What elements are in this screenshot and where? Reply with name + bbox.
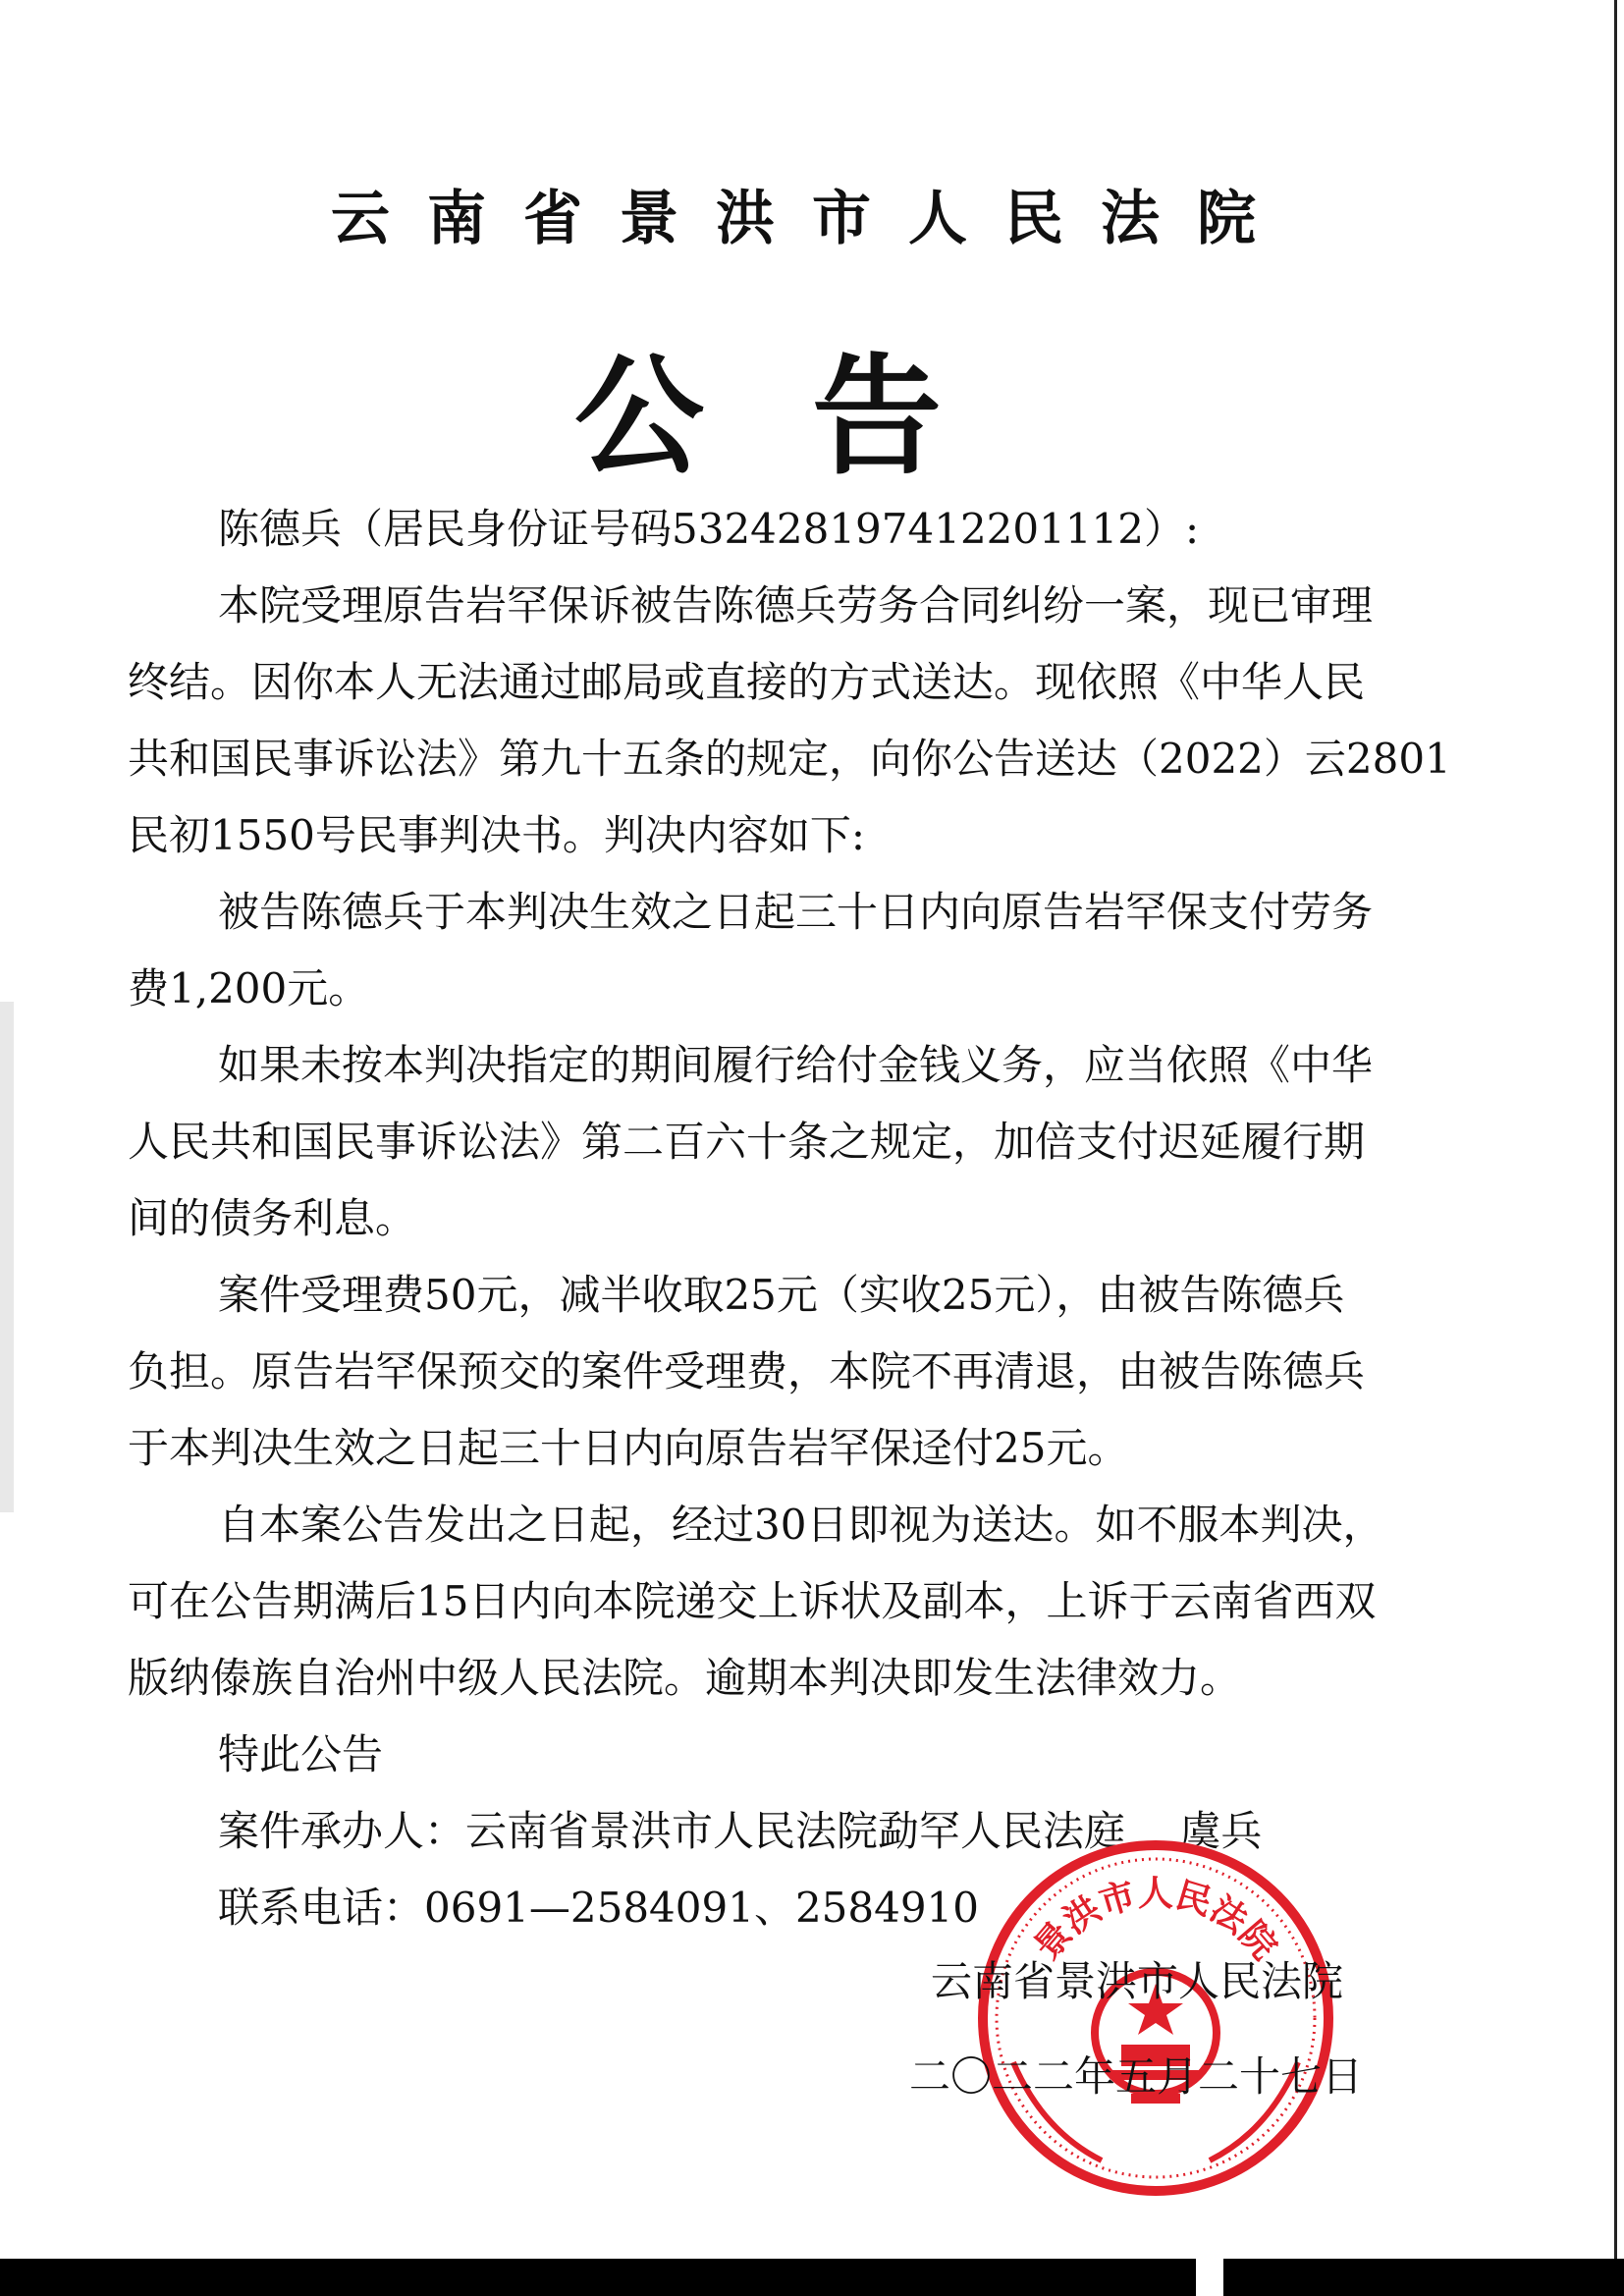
paragraph-line: 终结。因你本人无法通过邮局或直接的方式送达。现依照《中华人民 (128, 658, 1366, 706)
paragraph-line: 被告陈德兵于本判决生效之日起三十日内向原告岩罕保支付劳务 (218, 888, 1374, 936)
scan-bottom-border (0, 2259, 1624, 2296)
closing-line: 特此公告 (218, 1730, 384, 1778)
paragraph-line: 民初1550号民事判决书。判决内容如下: (128, 811, 866, 859)
paragraph-line: 自本案公告发出之日起，经过30日即视为送达。如不服本判决， (218, 1501, 1384, 1549)
signature-court: 云南省景洪市人民法院 (931, 1957, 1344, 2005)
scan-edge-shadow (0, 1002, 14, 1512)
paragraph-case-summary (128, 568, 1463, 874)
paragraph-line: 如果未按本判决指定的期间履行给付金钱义务，应当依照《中华 (218, 1041, 1374, 1089)
notice-body (128, 491, 1463, 1946)
paragraph-line: 案件受理费50元，减半收取25元（实收25元），由被告陈德兵 (218, 1271, 1345, 1319)
scan-bottom-gap (1196, 2259, 1223, 2296)
paragraph-line: 版纳傣族自治州中级人民法院。逾期本判决即发生法律效力。 (128, 1654, 1242, 1702)
signature-date: 二〇二二年五月二十七日 (909, 2052, 1364, 2101)
paragraph-line: 本院受理原告岩罕保诉被告陈德兵劳务合同纠纷一案，现已审理 (218, 581, 1374, 629)
paragraph-line: 人民共和国民事诉讼法》第二百六十条之规定，加倍支付迟延履行期 (128, 1118, 1366, 1166)
contact-phone-line: 联系电话：0691—2584091、2584910 (218, 1884, 979, 1932)
paragraph-line: 负担。原告岩罕保预交的案件受理费，本院不再清退，由被告陈德兵 (128, 1347, 1366, 1395)
addressee-line: 陈德兵（居民身份证号码532428197412201112）: (218, 505, 1200, 553)
case-handler-line: 案件承办人：云南省景洪市人民法院勐罕人民法庭 虞兵 (218, 1807, 1263, 1855)
paragraph-line: 间的债务利息。 (128, 1194, 417, 1242)
court-name-heading: 云南省景洪市人民法院 (331, 185, 1293, 253)
paragraph-appeal (128, 1487, 1463, 1717)
seal-text: 景洪市人民法院 (1026, 1873, 1285, 1968)
official-seal (974, 1836, 1337, 2200)
paragraph-line: 费1,200元。 (128, 964, 370, 1012)
scan-right-edge (1614, 0, 1617, 2296)
paragraph-line: 共和国民事诉讼法》第九十五条的规定，向你公告送达（2022）云2801 (128, 735, 1451, 783)
paragraph-judgment (128, 874, 1463, 1027)
paragraph-line: 于本判决生效之日起三十日内向原告岩罕保迳付25元。 (128, 1424, 1129, 1472)
notice-title: 公告 (574, 341, 1050, 493)
paragraph-line: 可在公告期满后15日内向本院递交上诉状及副本，上诉于云南省西双 (128, 1577, 1377, 1625)
paragraph-late-payment (128, 1027, 1463, 1257)
paragraph-court-fees (128, 1257, 1463, 1487)
